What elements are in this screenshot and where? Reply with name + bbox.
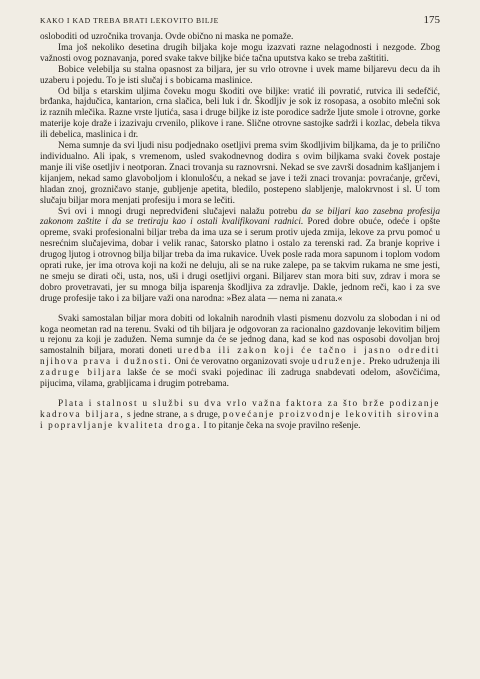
text-run: Pored dobre obuće, odeće i opšte opreme, svaki profesionalni biljar treba da ima uza se i serum protiv ujeda zmija, lekove za prvu pomoć u nesrećnim slučajevima, dobar i velik ranac, šatorsko platno i ostalo za terenski rad. Za branje koprive i drugog ljutog i otrovnog bilja biljar treba da ima rukavice. Uvek posle rada mora sapunom i toplom vodom oprati ruke, jer ima otrova koji na koži ne deluju, ali se na ruke zalepe, pa se takvim rukama ne sme jesti, ne smeju se dirati oči, usta, nos, uši i drugi osetljivi organi. Biljarev stan mora biti suv, zdrav i mora se dobro provetravati, jer su mnoga bilja isparenja škodljiva za zdravlje. Dakle, jednom reči, kao i za sve druge profesije tako i za biljare važi ona narodna: »Bez alata — nema ni zanata.« <box>40 217 440 304</box>
paragraph: Bobice velebilja su stalna opasnost za biljara, jer su vrlo otrovne i uvek mame biljarevu decu da ih uzaberu i pojedu. To je isti slučaj i s bobicama maslinice. <box>40 64 440 86</box>
running-head: KAKO I KAD TREBA BRATI LEKOVITO BILJE <box>40 16 219 25</box>
text-run: I to pitanje čeka na svoje pravilno rešenje. <box>201 420 361 431</box>
spaced-run: udruženje. <box>311 357 367 368</box>
paragraph: osloboditi od uzročnika trovanja. Ovde obično ni maska ne pomaže. <box>40 32 294 42</box>
text-run: Svaki samostalan biljar mora dobiti od lokalnih narodnih vlasti pismenu dozvolu za slobodan i ni od koga neometan rad na terenu. Svaki od tih biljara je odgovoran za racionalno gazdovanje lekovitim biljem u rejonu za koji je zadužen. Nema sumnje da će se jednog dana, kad se kod nas osposobi dovoljan broj samostalnih biljara, morati doneti <box>40 313 440 357</box>
page-number: 175 <box>423 14 440 26</box>
body-text <box>40 32 440 432</box>
spaced-run: Plata i stalnost u službi su dva vrlo važna faktora za što brže podizanje kadrova biljara, <box>40 399 440 420</box>
spaced-run: povećanje proizvodnje lekovitih sirovina i popravljanje kvaliteta droga. <box>40 409 441 431</box>
paragraph <box>40 207 440 305</box>
text-run: Oni će verovatno organizovati svoje <box>172 357 312 368</box>
paragraph: Nema sumnje da svi ljudi nisu podjednako osetljivi prema svim škodljivim biljkama, da je to prilično individualno. Ali ipak, s vremenom, usled svakodnevnog dodira s ovim biljkama svaki čovek postaje manje ili više osetljiv i neotporan. Znaci trovanja su raznovrsni. Nekad se sve završi dosadnim kašljanjem i kijanjem, nekad samo glavoboljom i klonulošću, a nekad se jave i teži znaci trovanja: povraćanje, grčevi, hladan znoj, grozničavo stanje, gubljenje apetita, bledilo, postepeno slabljenje, malokrvnost i sl. U tom slučaju biljar mora menjati profesiju i mora se lečiti. <box>40 141 440 206</box>
page-header <box>40 14 440 26</box>
text-run: Preko udruženja ili <box>366 357 440 368</box>
paragraph <box>40 314 440 390</box>
text-run: Svi ovi i mnogi drugi nepredviđeni slučajevi nalažu potrebu <box>58 206 302 217</box>
spaced-run: zadruge biljara <box>40 368 123 379</box>
text-run: s jedne strane, a s druge, <box>124 409 223 420</box>
paragraph <box>40 399 440 432</box>
paragraph: Ima još nekoliko desetina drugih biljaka koje mogu izazvati razne nelagodnosti i nezgode. Zbog važnosti ovog poznavanja, pored svake takve biljke biće tačna uputstva kako se treba zaštititi. <box>40 42 440 64</box>
paragraph: Od bilja s etarskim uljima čoveku mogu škoditi ove biljke: vratić ili povratić, rutvica ili sedefčić, brđanka, hajdučica, kantarion, crna slačica, beli luk i dr. Škodljiv je sok iz rosopasa, a osobito mlečni sok iz raznih mlečika. Razne vrste ljutića, sasa i druge biljke iz iste porodice sadrže ljute smole i otrovne, gorke materije koje draže i izazivaju crvenilo, plikove i rane. Slične otrovne sastojke sadrži i kozlac, debela tikva ili debelica, maslinica i dr. <box>40 86 440 141</box>
emphasis-run: da se biljari kao zasebna profesija zakonom zaštite i da se tretiraju kao i ostali kvalifikovani radnici. <box>40 206 440 228</box>
spaced-run: uredba ili zakon koji će tačno i jasno odrediti njihova prava i dužnosti. <box>40 346 440 368</box>
text-run: lakše će se moći svaki pojedinac ili zadruga snabdevati odelom, ašovčićima, pijucima, vilama, grabljicama i drugim potrebama. <box>40 368 440 390</box>
